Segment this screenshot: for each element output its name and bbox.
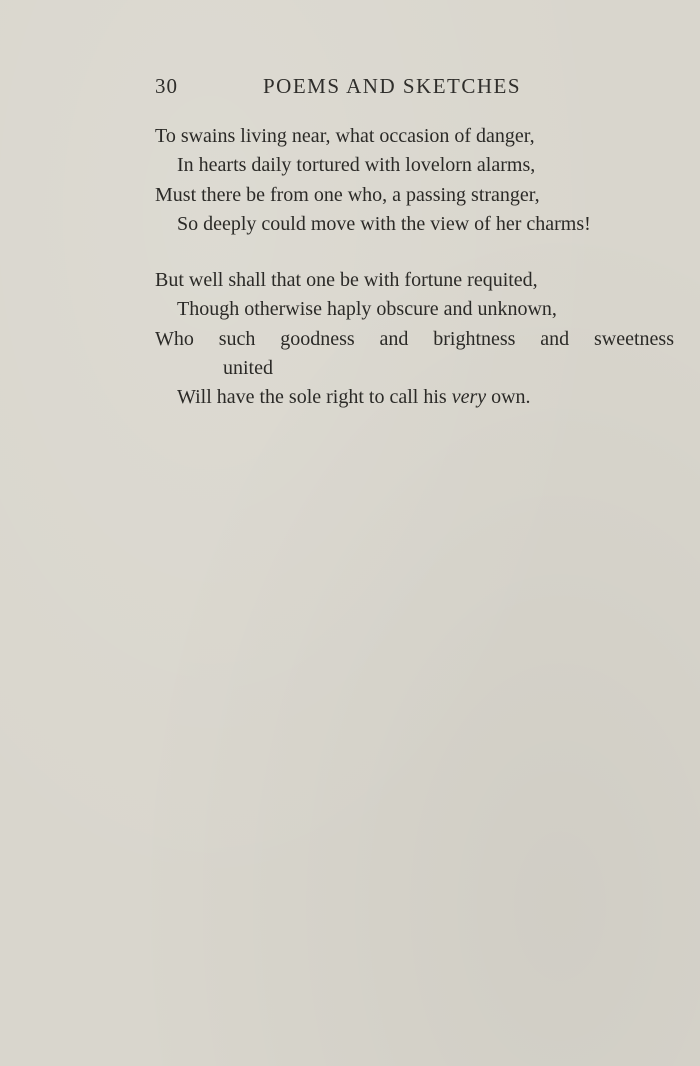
page-number: 30 (155, 74, 178, 98)
stanza-2 (155, 266, 685, 412)
page-header (155, 74, 575, 104)
emphasized-word: very (451, 386, 487, 409)
poem-line: To swains living near, what occasion of danger, (155, 125, 535, 147)
poem-line: In hearts daily tortured with lovelorn alarms, (177, 154, 536, 177)
poem-line: So deeply could move with the view of her charms! (177, 212, 591, 235)
running-head: POEMS AND SKETCHES (263, 74, 522, 98)
last-line-before: Will have the sole right to call his (177, 386, 452, 409)
poem-line: Who such goodness and brightness and sweetness (155, 327, 674, 350)
last-line-after: own. (486, 386, 531, 409)
poem-line: But well shall that one be with fortune requited, (155, 269, 538, 291)
poem-line: Must there be from one who, a passing stranger, (155, 183, 540, 206)
poem-line-last (155, 383, 685, 412)
poem-line-turnover: united (223, 356, 273, 379)
poem-line: Though otherwise haply obscure and unknown, (177, 298, 557, 321)
stanza-1 (155, 122, 685, 239)
